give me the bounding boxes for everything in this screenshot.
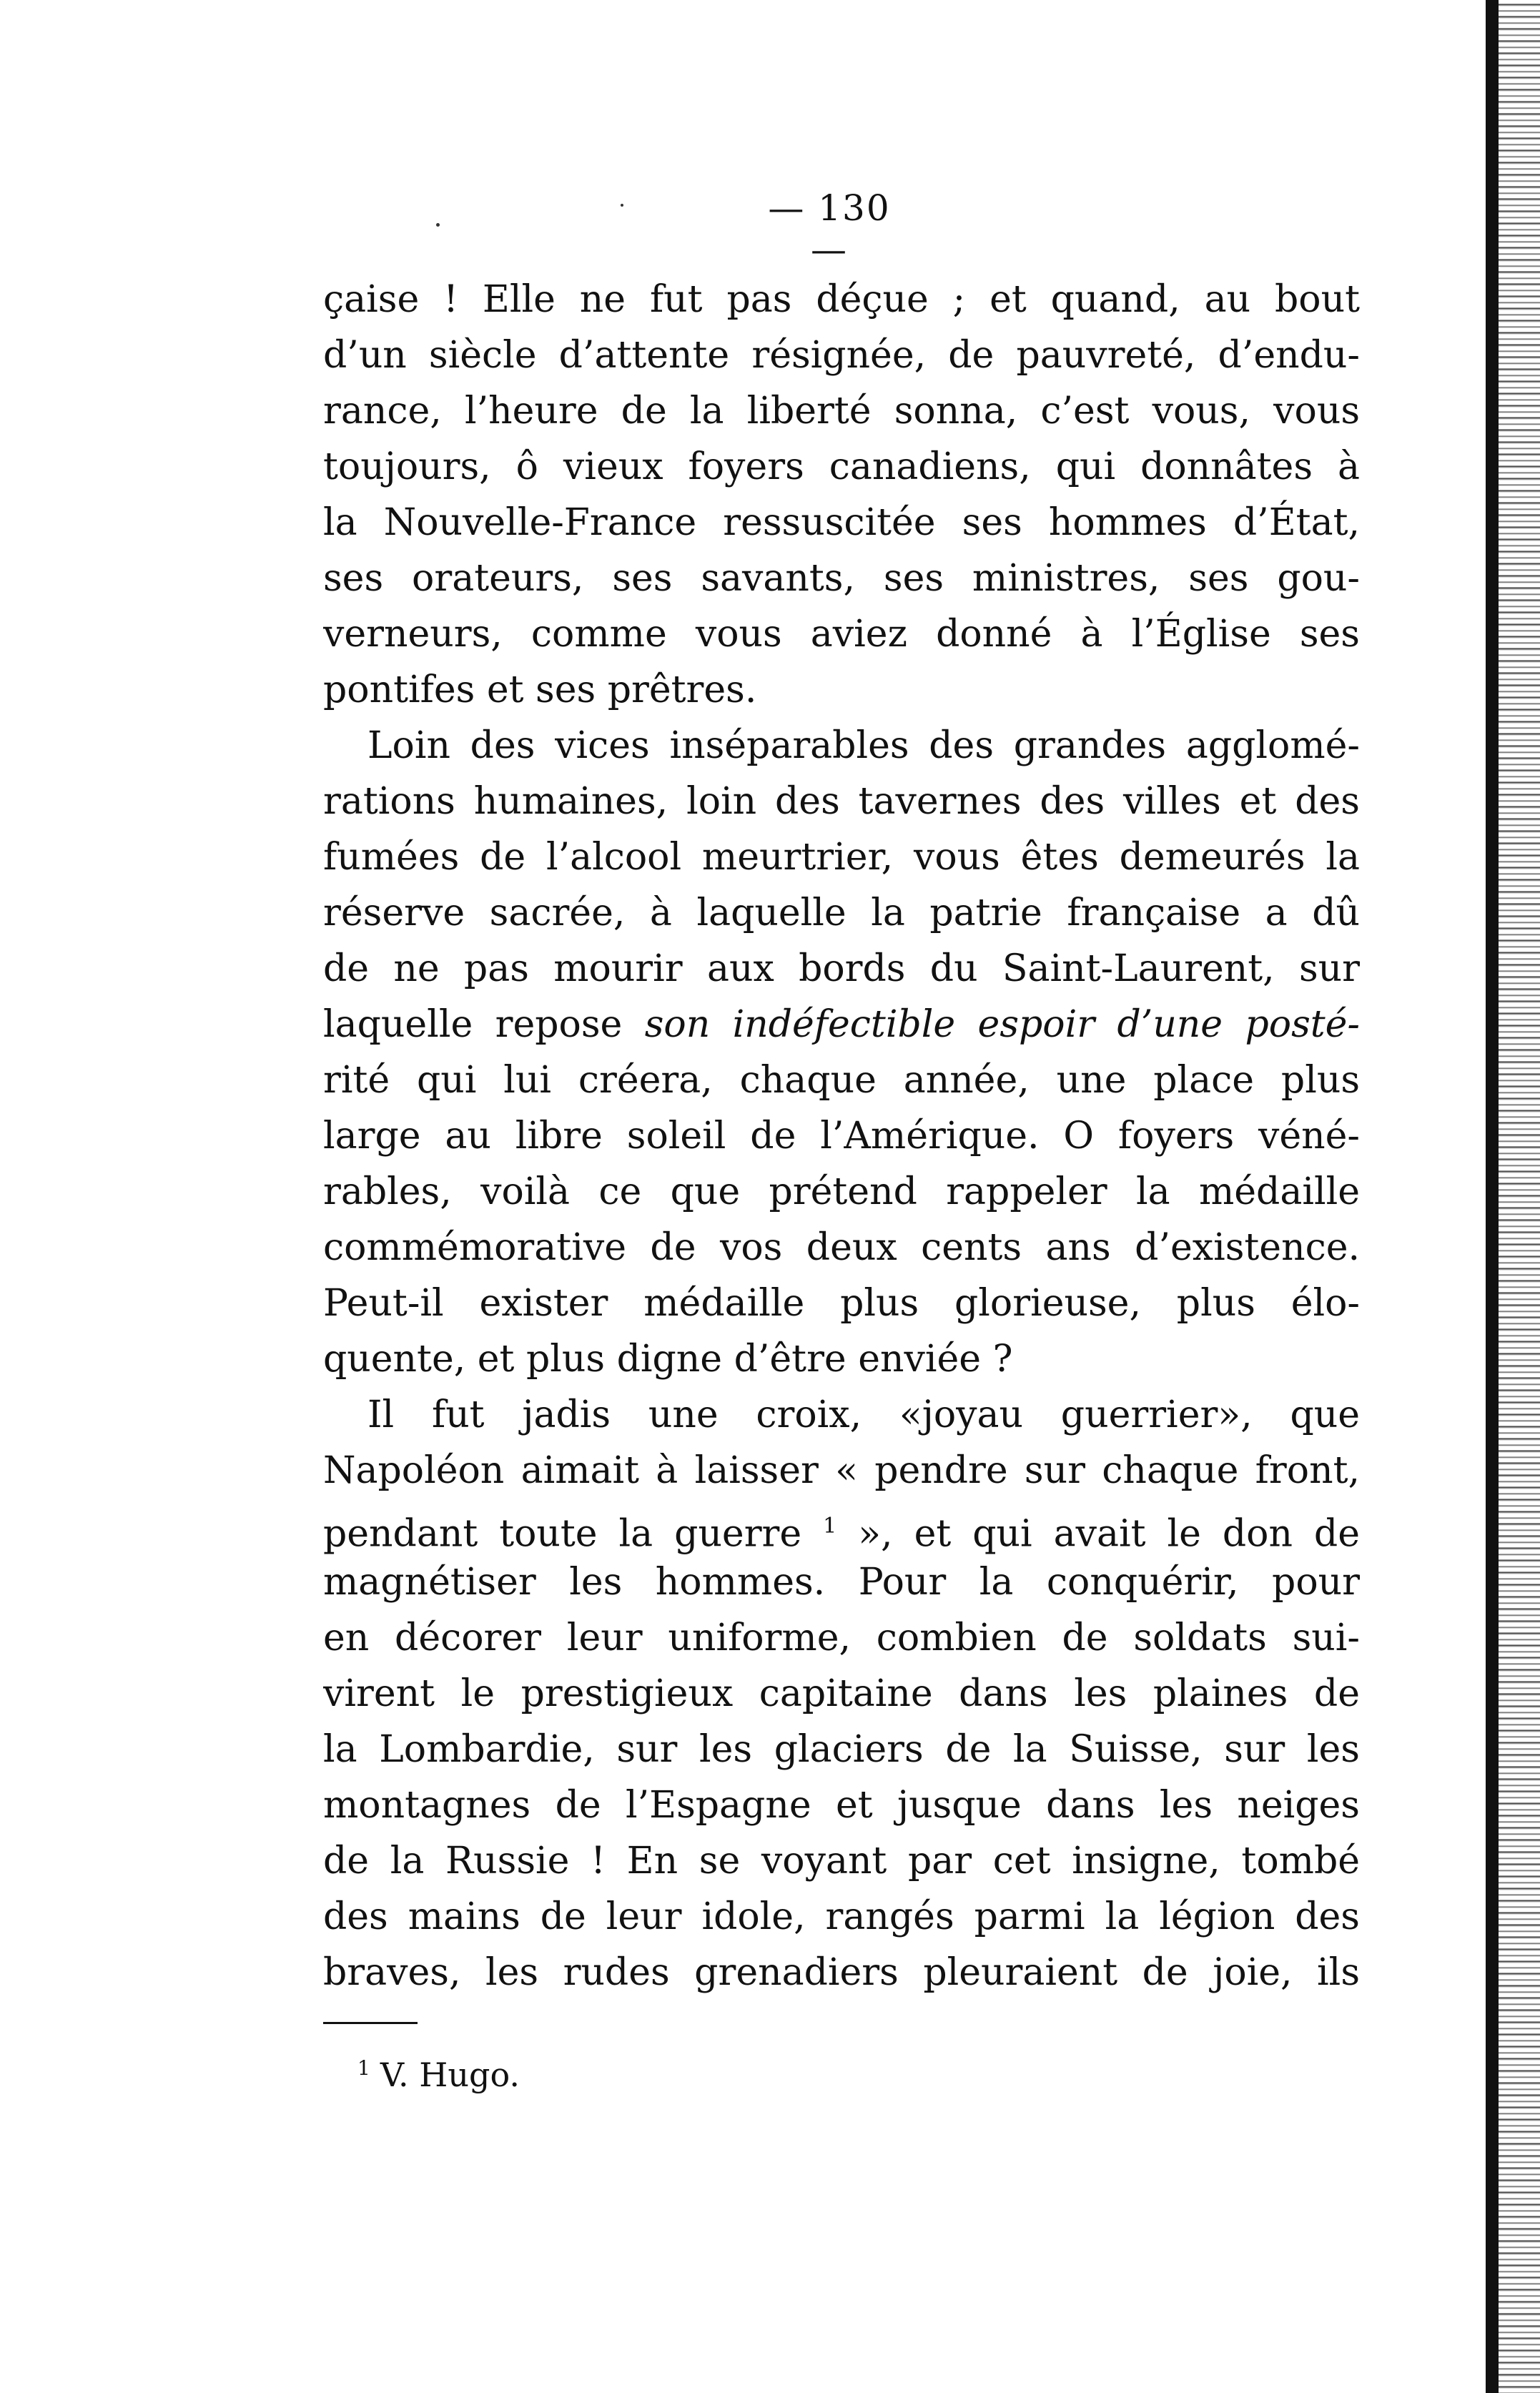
text-line: en décorer leur uniforme, combien de soldats sui-	[323, 1617, 1360, 1659]
text-line: ses orateurs, ses savants, ses ministres, ses gou-	[323, 557, 1360, 600]
text-line: la Lombardie, sur les glaciers de la Suisse, sur les	[323, 1728, 1360, 1771]
footnote-marker: 1	[357, 2056, 370, 2080]
text-segment: pendant toute la guerre	[323, 1512, 824, 1554]
text-line: montagnes de l’Espagne et jusque dans les neiges	[323, 1784, 1360, 1827]
text-line: rations humaines, loin des tavernes des villes et des	[323, 780, 1360, 823]
text-line: rité qui lui créera, chaque année, une place plus	[323, 1059, 1360, 1102]
text-line: la Nouvelle-France ressuscitée ses hommes d’État,	[323, 501, 1360, 544]
text-line-with-footnote-ref	[323, 1499, 1360, 1554]
text-line: Napoléon aimait à laisser « pendre sur chaque front,	[323, 1449, 1360, 1492]
footnote-separator	[323, 2022, 418, 2024]
italic-segment: son indéfectible espoir d’une posté-	[644, 1003, 1360, 1046]
text-line: quente, et plus digne d’être enviée ?	[323, 1338, 1013, 1381]
text-line: magnétiser les hommes. Pour la conquérir, pour	[323, 1561, 1360, 1604]
text-segment: », et qui avait le don de	[836, 1512, 1360, 1554]
text-line: braves, les rudes grenadiers pleuraient de joie, ils	[323, 1951, 1360, 1994]
text-line: toujours, ô vieux foyers canadiens, qui donnâtes à	[323, 445, 1360, 488]
text-line: des mains de leur idole, rangés parmi la légion des	[323, 1895, 1360, 1938]
text-line: virent le prestigieux capitaine dans les plaines de	[323, 1672, 1360, 1715]
footnote-reference: 1	[823, 1514, 837, 1539]
ink-speck	[621, 204, 623, 207]
footnote	[357, 2043, 520, 2100]
text-line: verneurs, comme vous aviez donné à l’Église ses	[323, 613, 1360, 656]
text-line: Peut-il exister médaille plus glorieuse, plus élo-	[323, 1282, 1360, 1325]
text-line: réserve sacrée, à laquelle la patrie française a dû	[323, 892, 1360, 934]
text-line: de ne pas mourir aux bords du Saint-Laurent, sur	[323, 947, 1360, 990]
paragraph-start-line: Il fut jadis une croix, «joyau guerrier», que	[367, 1393, 1360, 1436]
body-text	[323, 272, 1360, 2000]
text-line: de la Russie ! En se voyant par cet insigne, tombé	[323, 1840, 1360, 1883]
text-line: fumées de l’alcool meurtrier, vous êtes demeurés la	[323, 836, 1360, 879]
text-line: pontifes et ses prêtres.	[323, 668, 757, 711]
text-line: d’un siècle d’attente résignée, de pauvreté, d’endu-	[323, 334, 1360, 377]
page-number: — 130 —	[768, 187, 891, 270]
text-line: commémorative de vos deux cents ans d’existence.	[323, 1226, 1360, 1269]
scanned-page-edge	[1466, 0, 1540, 2393]
text-line: large au libre soleil de l’Amérique. O foyers véné-	[323, 1115, 1360, 1158]
paragraph-start-line: Loin des vices inséparables des grandes agglomé-	[367, 724, 1360, 767]
text-segment: laquelle repose	[323, 1003, 645, 1046]
text-line-with-italic	[323, 997, 1360, 1052]
text-line: rance, l’heure de la liberté sonna, c’est vous, vous	[323, 390, 1360, 433]
text-line: çaise ! Elle ne fut pas déçue ; et quand, au bout	[323, 278, 1360, 321]
ink-speck	[436, 223, 440, 227]
footnote-text: V. Hugo.	[380, 2056, 520, 2094]
text-line: rables, voilà ce que prétend rappeler la médaille	[323, 1170, 1360, 1213]
